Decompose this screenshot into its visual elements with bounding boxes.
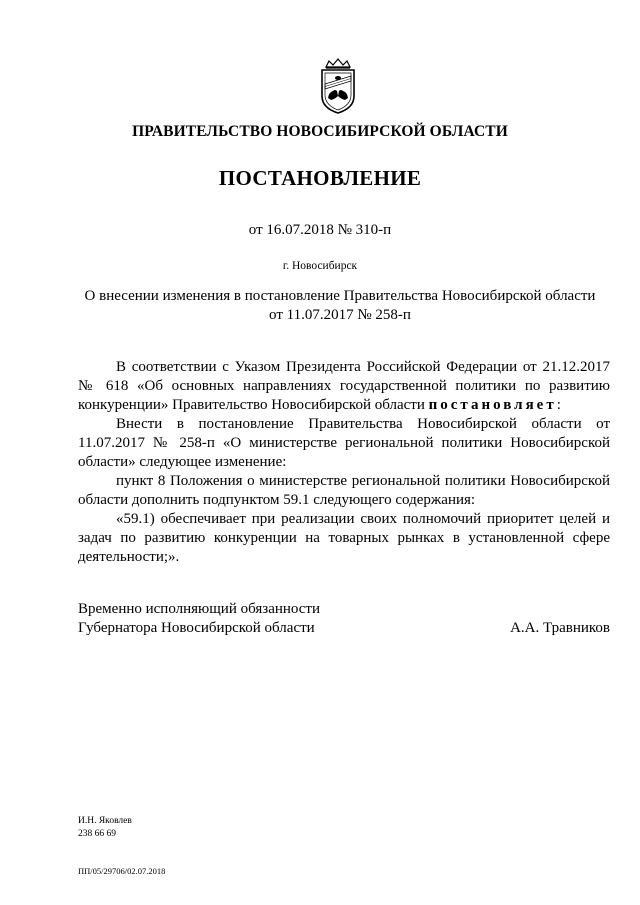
document-subject xyxy=(60,287,620,325)
signer-position-line-1: Временно исполняющий обязанности xyxy=(78,601,321,617)
document-registry-code: ПП/05/29706/02.07.2018 xyxy=(78,866,166,876)
subject-line-2: от 11.07.2017 № 258-п xyxy=(269,307,411,323)
document-city: г. Новосибирск xyxy=(282,260,358,272)
preamble-end: : xyxy=(556,397,561,413)
executor-phone: 238 66 69 xyxy=(78,829,116,839)
paragraph-preamble xyxy=(78,358,610,415)
paragraph-new-subclause: «59.1) обеспечивает при реализации своих полномочий приоритет целей и задач по развитию конкуренции на товарных рынках в установленной сфере деятельности;». xyxy=(78,511,610,565)
coat-of-arms-icon xyxy=(317,58,359,114)
document-date-number: от 16.07.2018 № 310-п xyxy=(248,222,392,238)
document-body xyxy=(78,358,610,567)
signer-position-line-2: Губернатора Новосибирской области xyxy=(78,620,315,636)
executor-name: И.Н. Яковлев xyxy=(78,816,132,826)
signer-name: А.А. Травников xyxy=(510,620,610,636)
document-type: ПОСТАНОВЛЕНИЕ xyxy=(218,166,422,190)
resolution-word: постановляет xyxy=(428,397,557,413)
preamble-text: В соответствии с Указом Президента Российской Федерации от 21.12.2017 № 618 «Об основных направлениях государственной политики по развитию конкуренции» Правительство Новосибирской области xyxy=(78,359,610,413)
subject-line-1: О внесении изменения в постановление Правительства Новосибирской области xyxy=(84,288,596,304)
signature-block xyxy=(78,600,610,638)
paragraph-clause: пункт 8 Положения о министерстве региональной политики Новосибирской области дополнить подпунктом 59.1 следующего содержания: xyxy=(78,473,610,508)
government-title: ПРАВИТЕЛЬСТВО НОВОСИБИРСКОЙ ОБЛАСТИ xyxy=(132,123,508,140)
paragraph-amendment: Внести в постановление Правительства Новосибирской области от 11.07.2017 № 258-п «О министерстве региональной политики Новосибирской области» следующее изменение: xyxy=(78,416,610,470)
executor-info xyxy=(78,815,132,841)
